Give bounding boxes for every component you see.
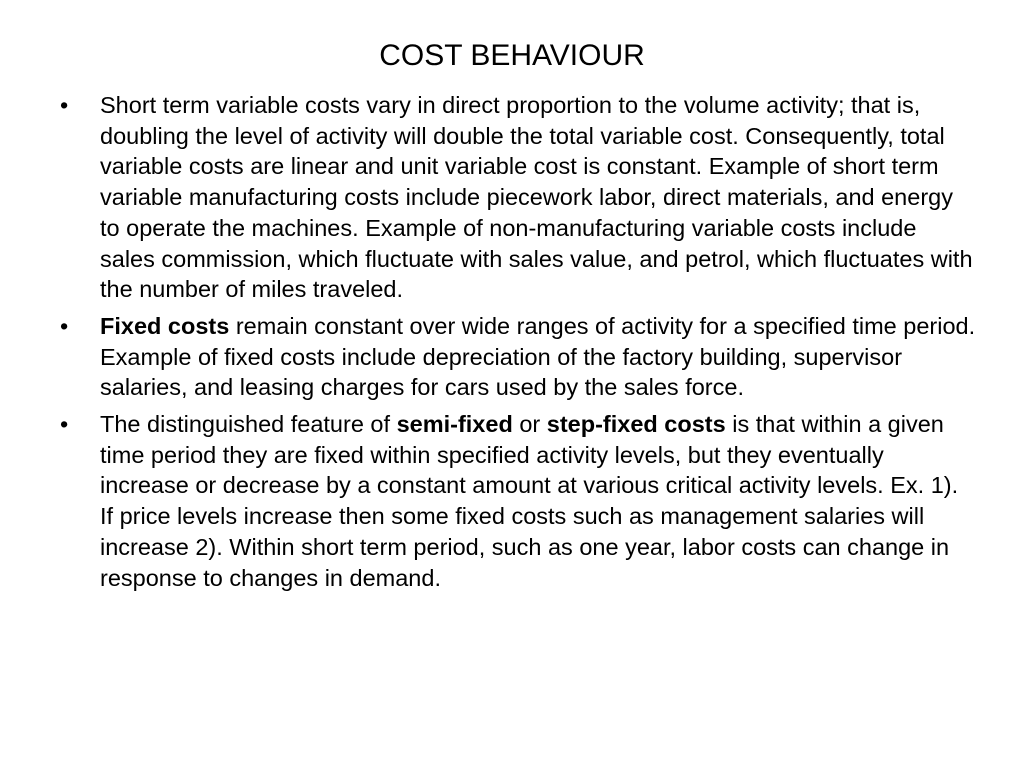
bold-term-fixed-costs: Fixed costs (100, 312, 230, 339)
bold-term-semi-fixed: semi-fixed (396, 411, 513, 438)
bullet-dot-icon: • (60, 92, 69, 118)
bullet-text-part: The distinguished feature of (100, 411, 397, 438)
bullet-list (56, 90, 976, 599)
bullet-item-semi-fixed-costs (56, 409, 976, 593)
slide-title: COST BEHAVIOUR (379, 39, 645, 72)
bullet-text-body: remain constant over wide ranges of activity for a specified time period. Example of fixed costs include depreciation of the factory building, supervisor salaries, and leasing charges for cars used by the sales force. (100, 312, 976, 401)
bullet-text-part: or (512, 411, 547, 438)
bullet-text (100, 409, 976, 593)
bullet-item-variable-costs (56, 90, 976, 305)
bullet-dot-icon: • (60, 411, 69, 438)
bold-term-step-fixed-costs: step-fixed costs (546, 411, 726, 438)
bullet-text-body: Short term variable costs vary in direct proportion to the volume activity; that is, doubling the level of activity will double the total variable cost. Consequently, total variable costs are linear and unit variable cost is constant. Example of short term variable manufacturing costs include piecework labor, direct materials, and energy to operate the machines. Example of non-manufacturing variable costs include sales commission, which fluctuate with sales value, and petrol, which fluctuates with the number of miles traveled. (100, 92, 973, 303)
bullet-text (100, 311, 976, 403)
bullet-text (100, 90, 976, 305)
bullet-text-part: is that within a given time period they are fixed within specified activity levels, but they eventually increase or decrease by a constant amount at various critical activity levels. Ex. 1). If price levels increase then some fixed costs such as management salaries will increase 2). Within short term period, such as one year, labor costs can change in response to changes in demand. (100, 411, 959, 591)
bullet-item-fixed-costs (56, 311, 976, 403)
bullet-dot-icon: • (60, 312, 69, 339)
